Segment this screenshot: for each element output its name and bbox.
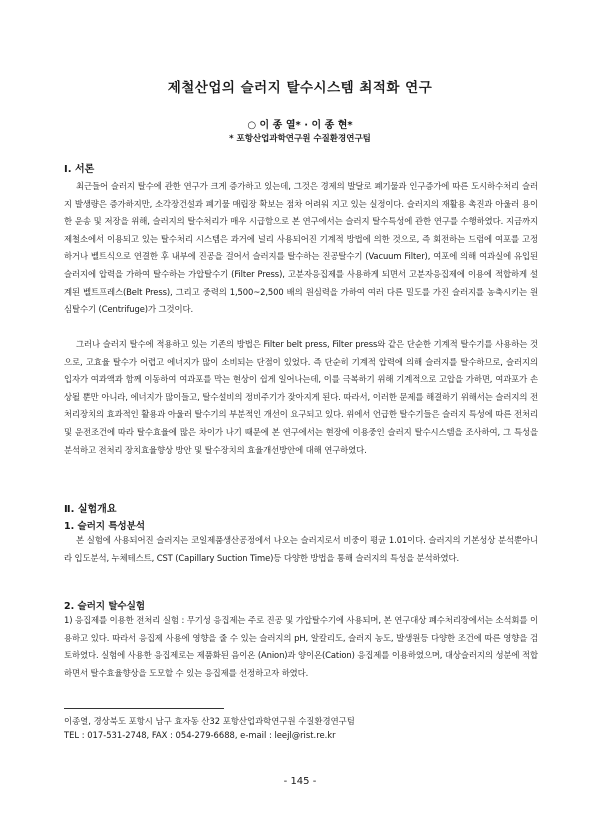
footnote-address: 이종열, 경상북도 포항시 남구 효자동 산32 포항산업과학연구원 수질환경연구팀	[64, 716, 355, 726]
author-affiliation: * 포항산업과학연구원 수질환경연구팀	[229, 134, 371, 144]
page-number: - 145 -	[283, 776, 317, 787]
subsection-heading-dewatering-test: 2. 슬러지 탈수실험	[64, 601, 146, 612]
paper-title: 제철산업의 슬러지 탈수시스템 최적화 연구	[167, 80, 433, 96]
sludge-analysis-paragraph: 본 실험에 사용되어진 슬러지는 코일제품생산공정에서 나오는 슬러지로서 비중이 평균 1.01이다. 슬러지의 기본성상 분석뿐아니라 입도분석, 누체테스트, CST (Capillary Suction Time)등 다양한 방법을 통해 슬러지의 특성을 분석하였다.	[64, 535, 538, 563]
footnote-contact: TEL : 017-531-2748, FAX : 054-279-6688, e-mail : leejl@rist.re.kr	[64, 730, 336, 740]
author-list: ○ 이 종 열* · 이 종 현*	[247, 120, 353, 131]
section-heading-introduction: Ⅰ. 서론	[64, 164, 95, 175]
footnote-divider	[64, 708, 224, 709]
dewatering-test-paragraph: 1) 응집제를 이용한 전처리 실험 : 무기성 응집제는 주로 진공 및 가압탈수기에 사용되며, 본 연구대상 폐수처리장에서는 소석회를 이용하고 있다. 따라서 응집제 사용에 영향을 줄 수 있는 슬러지의 pH, 알칼리도, 슬러지 농도, 발생원등 다양한 조건에 따른 영향을 검토하였다. 실험에 사용한 응집제로는 제품화된 음이온 (Anion)과 양이온(Cation) 응집제를 이용하였으며, 대상슬러지의 성분에 적합하면서 탈수효율향상을 도모할 수 있는 응집제를 선정하고자 하였다.	[64, 615, 538, 678]
section-heading-experiment: Ⅱ. 실험개요	[64, 504, 117, 515]
intro-paragraph-1: 최근들어 슬러지 탈수에 관한 연구가 크게 증가하고 있는데, 그것은 경제의 발달로 폐기물과 인구증가에 따른 도시하수처리 슬러지 발생량은 증가하지만, 소각장건설과 폐기물 매립장 확보는 점차 어려워 지고 있는 실정이다. 슬러지의 재활용 촉진과 아울러 용이한 운송 및 저장을 위해, 슬러지의 탈수처리가 매우 시급함으로 본 연구에서는 슬러지 탈수특성에 관한 연구를 수행하였다. 지금까지 제철소에서 이용되고 있는 탈수처리 시스템은 과거에 널리 사용되어진 기계적 방법에 의한 것으로, 즉 회전하는 드럼에 여포를 고정하거나 벨트식으로 연결한 후 내부에 진공을 걸어서 슬러지를 탈수하는 진공탈수기 (Vacuum Filter), 여포에 의해 여과실에 유입된 슬러지에 압력을 가하여 탈수하는 가압탈수기 (Filter Press), 고분자응집제를 사용하게 되면서 고분자응집제에 이용에 적합하게 설계된 벨트프레스(Belt Press), 그리고 중력의 1,500~2,500 배의 원심력을 가하여 여러 다른 밀도를 가진 슬러지를 농축시키는 원심탈수기 (Centrifuge)가 그것이다.	[64, 181, 538, 315]
intro-paragraph-2: 그러나 슬러지 탈수에 적용하고 있는 기존의 방법은 Filter belt press, Filter press와 같은 단순한 기계적 탈수기를 사용하는 것으로, 고효율 탈수가 어렵고 에너지가 많이 소비되는 단점이 있었다. 즉 단순히 기계적 압력에 의해 슬러지를 탈수하므로, 슬러지의 입자가 여과액과 함께 이동하여 여과포를 막는 현상이 쉽게 일어나는데, 이를 극복하기 위해 기계적으로 고압을 가하면, 여과포가 손상될 뿐만 아니라, 에너지가 많이들고, 탈수설비의 정비주기가 잦아지게 된다. 따라서, 이러한 문제를 해결하기 위해서는 슬러지의 전처리장치의 효과적인 활용과 아울러 탈수기의 부분적인 개선이 요구되고 있다. 위에서 언급한 탈수기들은 슬러지 특성에 따른 전처리 및 운전조건에 따라 탈수효율에 많은 차이가 나기 때문에 본 연구에서는 현장에 이용중인 슬러지 탈수시스템을 조사하여, 그 특성을 분석하고 전처리 장치효율향상 방안 및 탈수장치의 효율개선방안에 대해 연구하였다.	[64, 339, 538, 455]
footnote	[64, 714, 538, 742]
subsection-heading-sludge-analysis: 1. 슬러지 특성분석	[64, 521, 146, 532]
